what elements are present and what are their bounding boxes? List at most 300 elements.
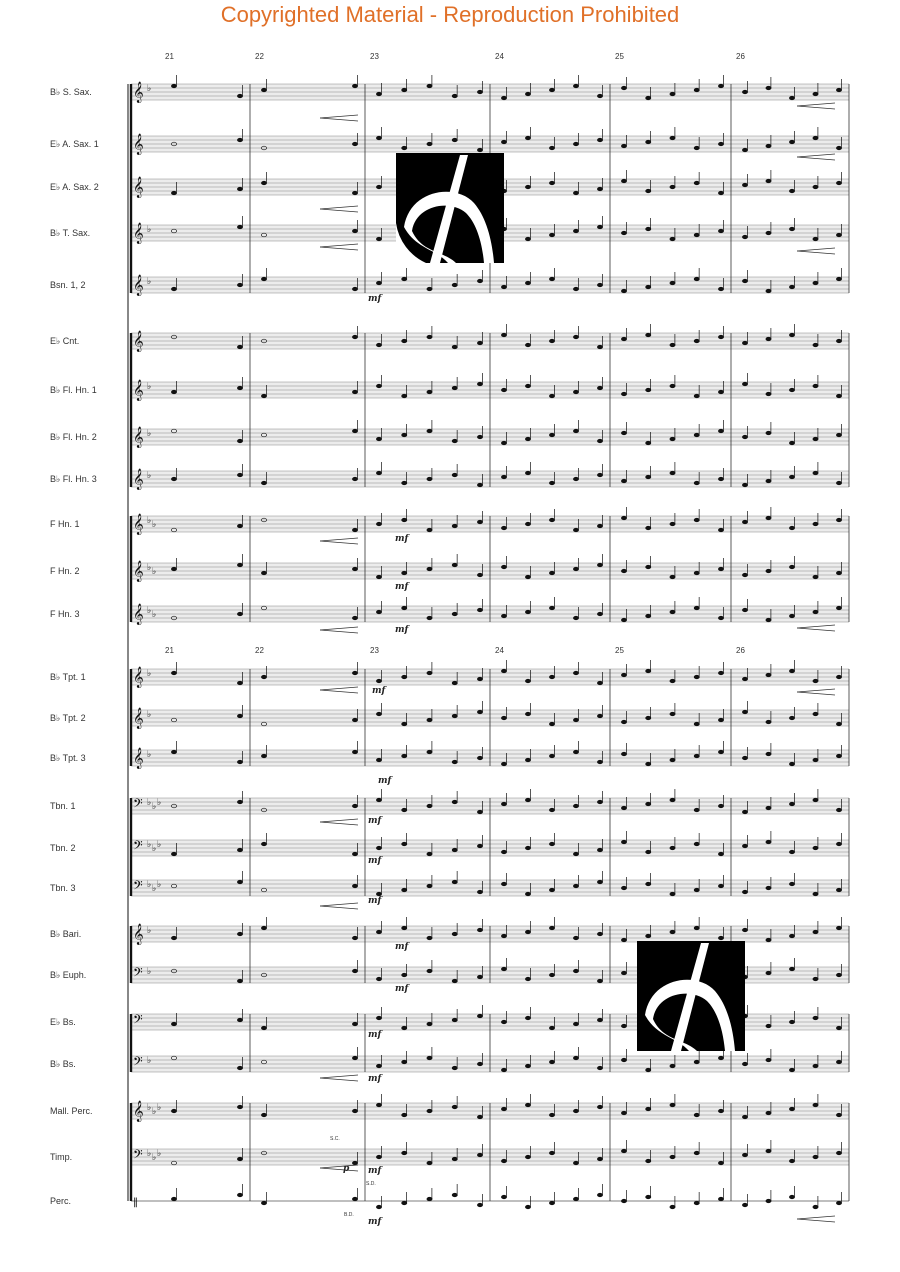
note-head [836, 722, 841, 726]
note-head [501, 333, 506, 337]
note-head [621, 840, 626, 844]
note-head [573, 142, 578, 146]
measure-number: 25 [615, 646, 624, 655]
measure-number: 21 [165, 52, 174, 61]
note-head [171, 287, 176, 291]
note-head [452, 439, 457, 443]
flat-icon: ♭ [147, 84, 152, 94]
note-head [597, 612, 602, 616]
note-head [549, 233, 554, 237]
note-head [525, 343, 530, 347]
note-head [402, 606, 407, 610]
note-head [525, 798, 530, 802]
treble-clef-icon: 𝄞 [133, 1101, 144, 1122]
instrument-label: B♭ Tpt. 2 [50, 713, 86, 723]
note-head [402, 277, 407, 281]
note-head [766, 1111, 771, 1115]
crescendo-hairpin [320, 244, 358, 250]
flat-icon: ♭ [152, 802, 157, 812]
note-head [237, 1157, 242, 1161]
note-head [237, 1066, 242, 1070]
note-head [427, 287, 432, 291]
note-head [694, 754, 699, 758]
instrument-label: Tbn. 1 [50, 801, 76, 811]
note-head [237, 848, 242, 852]
note-head [501, 614, 506, 618]
note-head [789, 333, 794, 337]
note-head [813, 1064, 818, 1068]
note-head [621, 1111, 626, 1115]
note-head [718, 718, 723, 722]
note-head [670, 281, 675, 285]
note-head [501, 850, 506, 854]
note-head [836, 926, 841, 930]
note-head [694, 181, 699, 185]
flat-icon: ♭ [152, 567, 157, 577]
note-head [694, 481, 699, 485]
note-head [402, 973, 407, 977]
flat-icon: ♭ [152, 1107, 157, 1117]
note-head [597, 760, 602, 764]
note-head [525, 1064, 530, 1068]
note-head [813, 522, 818, 526]
note-head [427, 567, 432, 571]
note-head [836, 571, 841, 575]
dynamic-mf: mf [395, 582, 409, 592]
publisher-logo-icon [637, 941, 745, 1051]
note-head [549, 675, 554, 679]
note-head [646, 1159, 651, 1163]
note-head [402, 842, 407, 846]
note-head [549, 481, 554, 485]
note-head [836, 1026, 841, 1030]
note-head [549, 1060, 554, 1064]
note-head [237, 979, 242, 983]
note-head [452, 880, 457, 884]
note-head [718, 477, 723, 481]
note-head [402, 722, 407, 726]
note-head [525, 1016, 530, 1020]
note-head [376, 471, 381, 475]
note-head [525, 892, 530, 896]
note-head [836, 481, 841, 485]
treble-clef-icon: 𝄞 [133, 134, 144, 155]
flat-icon: ♭ [152, 610, 157, 620]
note-head [573, 1109, 578, 1113]
treble-clef-icon: 𝄞 [133, 561, 144, 582]
note-head [573, 567, 578, 571]
note-head [452, 800, 457, 804]
annotation-bd: B.D. [344, 1212, 354, 1218]
treble-clef-icon: 𝄞 [133, 667, 144, 688]
note-head [789, 526, 794, 530]
note-head [452, 1157, 457, 1161]
dynamic-mf: mf [368, 856, 382, 866]
dynamic-mf: mf [368, 294, 382, 304]
note-head [694, 675, 699, 679]
note-head [237, 714, 242, 718]
note-head [766, 673, 771, 677]
note-head [813, 281, 818, 285]
note-head [766, 752, 771, 756]
note-head [501, 716, 506, 720]
note-head [501, 526, 506, 530]
note-head [621, 392, 626, 396]
dynamic-mf: mf [368, 816, 382, 826]
note-head [427, 390, 432, 394]
flat-icon: ♭ [147, 277, 152, 287]
crescendo-hairpin [320, 206, 358, 212]
note-head [477, 890, 482, 894]
note-head [352, 671, 357, 675]
note-head [549, 1201, 554, 1205]
note-head [836, 606, 841, 610]
note-head [718, 287, 723, 291]
note-head [427, 1109, 432, 1113]
note-head [376, 679, 381, 683]
note-head [718, 390, 723, 394]
note-head [718, 616, 723, 620]
note-head [525, 1103, 530, 1107]
treble-clef-icon: 𝄞 [133, 275, 144, 296]
note-head [766, 1058, 771, 1062]
note-head [836, 518, 841, 522]
note-head [452, 473, 457, 477]
note-head [352, 1109, 357, 1113]
crescendo-hairpin [320, 687, 358, 693]
note-head [237, 880, 242, 884]
crescendo-hairpin [797, 103, 835, 109]
note-head [597, 848, 602, 852]
note-head [766, 516, 771, 520]
note-head [813, 92, 818, 96]
note-head [452, 138, 457, 142]
note-head [789, 227, 794, 231]
note-head [646, 614, 651, 618]
note-head [477, 1203, 482, 1207]
dynamic-mf: mf [395, 534, 409, 544]
note-head [742, 573, 747, 577]
note-head [742, 90, 747, 94]
note-head [836, 888, 841, 892]
note-head [477, 1014, 482, 1018]
note-head [836, 146, 841, 150]
note-head [427, 142, 432, 146]
note-head [237, 563, 242, 567]
note-head [549, 146, 554, 150]
note-head [376, 798, 381, 802]
note-head [718, 567, 723, 571]
treble-clef-icon: 𝄞 [133, 380, 144, 401]
note-head [237, 1193, 242, 1197]
note-head [452, 524, 457, 528]
note-head [525, 575, 530, 579]
note-head [646, 441, 651, 445]
note-head [501, 934, 506, 938]
percussion-clef-icon: ‖ [133, 1197, 138, 1208]
note-head [597, 386, 602, 390]
note-head [670, 437, 675, 441]
note-head [789, 1068, 794, 1072]
dynamic-mf: mf [368, 1074, 382, 1084]
note-head [549, 888, 554, 892]
note-head [549, 842, 554, 846]
note-head [742, 279, 747, 283]
note-head [237, 94, 242, 98]
crescendo-hairpin [320, 1165, 358, 1171]
note-head [549, 571, 554, 575]
note-head [376, 384, 381, 388]
note-head [525, 384, 530, 388]
measure-number: 23 [370, 646, 379, 655]
note-head [597, 1193, 602, 1197]
note-head [597, 1157, 602, 1161]
note-head [670, 1064, 675, 1068]
dynamic-mf: mf [395, 984, 409, 994]
note-head [549, 926, 554, 930]
note-head [836, 675, 841, 679]
instrument-label: E♭ Cnt. [50, 336, 80, 346]
note-head [621, 179, 626, 183]
copyright-banner: Copyrighted Material - Reproduction Prohibited [220, 2, 680, 27]
note-head [402, 888, 407, 892]
note-head [352, 1161, 357, 1165]
note-head [742, 483, 747, 487]
flat-icon: ♭ [147, 606, 152, 616]
note-head [646, 140, 651, 144]
instrument-label: B♭ T. Sax. [50, 228, 91, 238]
treble-clef-icon: 𝄞 [133, 331, 144, 352]
note-head [670, 522, 675, 526]
note-head [646, 1068, 651, 1072]
note-head [670, 846, 675, 850]
note-head [573, 616, 578, 620]
note-head [427, 804, 432, 808]
note-head [742, 382, 747, 386]
note-head [549, 1026, 554, 1030]
note-head [549, 433, 554, 437]
note-head [573, 287, 578, 291]
note-head [352, 1022, 357, 1026]
note-head [597, 283, 602, 287]
note-head [646, 526, 651, 530]
flat-icon: ♭ [147, 750, 152, 760]
note-head [621, 231, 626, 235]
note-head [718, 804, 723, 808]
flat-icon: ♭ [147, 516, 152, 526]
note-head [237, 283, 242, 287]
note-head [352, 229, 357, 233]
note-head [718, 142, 723, 146]
crescendo-hairpin [797, 154, 835, 160]
note-head [813, 437, 818, 441]
note-head [525, 977, 530, 981]
note-head [694, 888, 699, 892]
note-head [742, 235, 747, 239]
note-head [836, 181, 841, 185]
note-head [501, 882, 506, 886]
note-head [646, 934, 651, 938]
note-head [525, 136, 530, 140]
note-head [352, 884, 357, 888]
flat-icon: ♭ [147, 880, 152, 890]
flat-icon: ♭ [157, 880, 162, 890]
note-head [766, 144, 771, 148]
flat-icon: ♭ [147, 710, 152, 720]
note-head [621, 618, 626, 622]
note-head [621, 337, 626, 341]
note-head [171, 567, 176, 571]
note-head [237, 138, 242, 142]
instrument-label: F Hn. 2 [50, 566, 80, 576]
note-head [549, 518, 554, 522]
flat-icon: ♭ [152, 884, 157, 894]
crescendo-hairpin [320, 115, 358, 121]
note-head [376, 846, 381, 850]
note-head [670, 892, 675, 896]
note-head [718, 936, 723, 940]
note-head [477, 483, 482, 487]
note-head [573, 936, 578, 940]
note-head [813, 343, 818, 347]
note-head [402, 1060, 407, 1064]
note-head [621, 516, 626, 520]
note-head [525, 758, 530, 762]
note-head [813, 1103, 818, 1107]
note-head [376, 437, 381, 441]
note-head [670, 1103, 675, 1107]
note-head [573, 229, 578, 233]
note-head [427, 477, 432, 481]
note-head [813, 471, 818, 475]
note-head [376, 92, 381, 96]
annotation-sd: S.D. [366, 1181, 376, 1187]
note-head [694, 1201, 699, 1205]
note-head [237, 681, 242, 685]
crescendo-hairpin [797, 689, 835, 695]
note-head [352, 84, 357, 88]
note-head [452, 760, 457, 764]
note-head [402, 808, 407, 812]
dynamic-p: p [343, 1164, 350, 1174]
note-head [573, 969, 578, 973]
note-head [376, 575, 381, 579]
annotation-sc: S.C. [330, 1136, 340, 1142]
note-head [525, 437, 530, 441]
note-head [766, 479, 771, 483]
note-head [573, 852, 578, 856]
instrument-label: B♭ Euph. [50, 970, 87, 980]
instrument-label: Tbn. 2 [50, 843, 76, 853]
note-head [836, 339, 841, 343]
note-head [477, 382, 482, 386]
note-head [789, 565, 794, 569]
note-head [646, 475, 651, 479]
treble-clef-icon: 𝄞 [133, 82, 144, 103]
dynamic-mf: mf [368, 896, 382, 906]
note-head [813, 575, 818, 579]
note-head [352, 528, 357, 532]
note-head [525, 185, 530, 189]
note-head [427, 750, 432, 754]
note-head [477, 435, 482, 439]
treble-clef-icon: 𝄞 [133, 708, 144, 729]
note-head [402, 394, 407, 398]
note-head [789, 140, 794, 144]
note-head [549, 88, 554, 92]
note-head [597, 932, 602, 936]
note-head [427, 718, 432, 722]
note-head [376, 977, 381, 981]
flat-icon: ♭ [147, 471, 152, 481]
note-head [501, 762, 506, 766]
note-head [171, 671, 176, 675]
note-head [525, 679, 530, 683]
note-head [525, 846, 530, 850]
instrument-label: Bsn. 1, 2 [50, 280, 86, 290]
flat-icon: ♭ [147, 926, 152, 936]
note-head [621, 1199, 626, 1203]
note-head [501, 441, 506, 445]
instrument-label: Mall. Perc. [50, 1106, 93, 1116]
note-head [237, 760, 242, 764]
note-head [427, 852, 432, 856]
note-head [621, 886, 626, 890]
note-head [501, 565, 506, 569]
note-head [427, 335, 432, 339]
note-head [427, 936, 432, 940]
measure-number: 24 [495, 646, 504, 655]
instrument-label: B♭ Bari. [50, 929, 82, 939]
note-head [352, 335, 357, 339]
instrument-label: B♭ Tpt. 3 [50, 753, 86, 763]
instrument-label: Tbn. 3 [50, 883, 76, 893]
note-head [261, 277, 266, 281]
crescendo-hairpin [797, 248, 835, 254]
note-head [402, 1151, 407, 1155]
instrument-label: F Hn. 3 [50, 609, 80, 619]
note-head [742, 1203, 747, 1207]
note-head [477, 608, 482, 612]
note-head [694, 233, 699, 237]
note-head [376, 758, 381, 762]
note-head [789, 614, 794, 618]
note-head [742, 677, 747, 681]
note-head [427, 671, 432, 675]
note-head [427, 1056, 432, 1060]
note-head [597, 1066, 602, 1070]
note-head [718, 229, 723, 233]
note-head [427, 969, 432, 973]
note-head [789, 1020, 794, 1024]
note-head [549, 1151, 554, 1155]
note-head [261, 181, 266, 185]
note-head [171, 477, 176, 481]
note-head [621, 806, 626, 810]
flat-icon: ♭ [147, 563, 152, 573]
note-head [694, 1060, 699, 1064]
note-head [525, 930, 530, 934]
note-head [646, 388, 651, 392]
note-head [766, 971, 771, 975]
note-head [621, 431, 626, 435]
note-head [789, 1159, 794, 1163]
instrument-label: E♭ A. Sax. 1 [50, 139, 99, 149]
note-head [402, 754, 407, 758]
note-head [452, 386, 457, 390]
note-head [352, 1197, 357, 1201]
note-head [501, 285, 506, 289]
